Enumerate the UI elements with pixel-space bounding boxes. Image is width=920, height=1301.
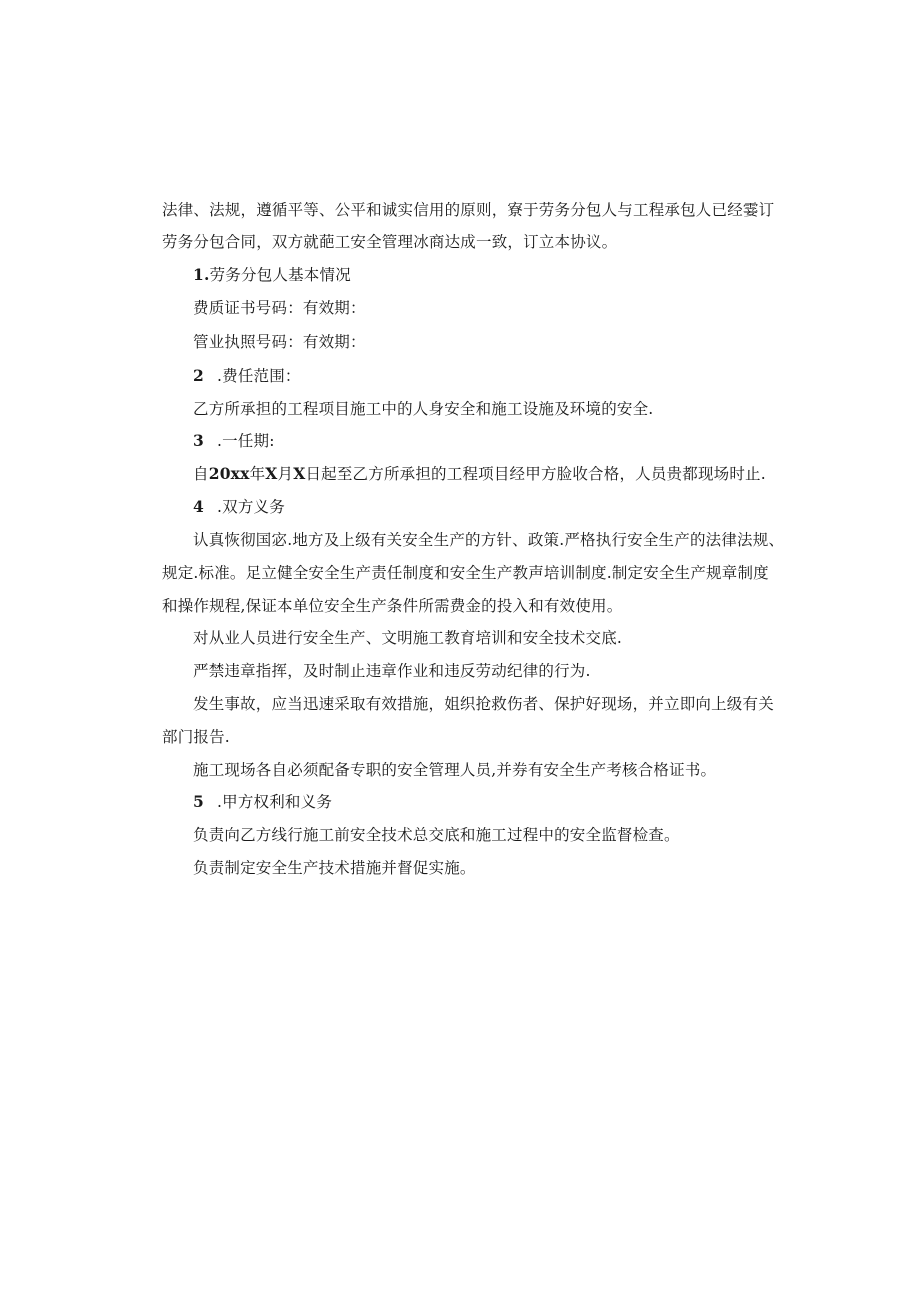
section-5-heading <box>193 792 332 812</box>
section-4-number: 4 <box>193 497 204 516</box>
section-4-paragraph-line: 发生事故，应当迅速采取有效措施，姐织抢救伤者、保护好现场，并立即向上级有关 <box>193 695 774 713</box>
section-5-paragraph: 负责向乙方线行施工前安全技术总交底和施工过程中的安全监督检查。 <box>193 826 680 844</box>
section-1-heading <box>193 265 351 285</box>
section-4-paragraph-line: 认真恢彻国宓.地方及上级有关安全生产的方针、政策.严格执行安全生产的法律法规、 <box>193 531 785 549</box>
section-5-paragraph: 负责制定安全生产技术措施并督促实施。 <box>193 859 476 877</box>
section-3-body <box>193 464 766 484</box>
section-2-heading <box>193 366 301 386</box>
section-2-title: .费任范围： <box>217 367 301 385</box>
term-suffix: 日起至乙方所承担的工程项目经甲方脸收合格，人员贵都现场时止. <box>305 465 766 483</box>
section-5-number: 5 <box>193 792 204 811</box>
term-month: X <box>265 464 278 483</box>
business-license-line: 管业执照号码：有效期： <box>193 333 366 351</box>
section-3-number: 3 <box>193 431 204 450</box>
section-4-title: .双方义务 <box>217 498 285 516</box>
section-4-paragraph: 严禁违章指挥，及时制止违章作业和违反劳动纪律的行为. <box>193 662 591 680</box>
term-day: X <box>293 464 306 483</box>
term-prefix: 自 <box>193 465 209 483</box>
intro-line: 劳务分包合同，双方就葩工安全管理冰商达成一致，订立本协议。 <box>162 233 618 251</box>
section-4-paragraph: 对从业人员进行安全生产、文明施工教育培训和安全技术交底. <box>193 629 623 647</box>
term-year-unit: 年 <box>249 465 266 483</box>
section-4-paragraph-line: 和操作规程,保证本单位安全生产条件所需费金的投入和有效使用。 <box>162 597 623 615</box>
section-3-heading <box>193 431 275 451</box>
term-month-unit: 月 <box>277 465 294 483</box>
section-2-body: 乙方所承担的工程项目施工中的人身安全和施工设施及环境的安全. <box>193 400 654 418</box>
section-1-title: 劳务分包人基本情况 <box>209 266 351 284</box>
section-4-heading <box>193 497 285 517</box>
section-1-number: 1. <box>193 265 210 284</box>
section-4-paragraph: 施工现场各自必须配备专职的安全管理人员,并券有安全生产考核合格证书。 <box>193 761 717 779</box>
section-3-title: .一任期: <box>217 432 275 450</box>
intro-line: 法律、法规，遵循平等、公平和诚实信用的原则，寮于劳务分包人与工程承包人已经霎订 <box>162 201 775 219</box>
section-5-title: .甲方权利和义务 <box>217 793 333 811</box>
term-year: 20xx <box>208 464 250 483</box>
qualification-certificate-line: 费质证书号码：有效期： <box>193 299 366 317</box>
section-4-paragraph-line: 部门报告. <box>162 728 230 746</box>
section-4-paragraph-line: 规定.标准。足立健全安全生产责任制度和安全生产教声培训制度.制定安全生产规章制度 <box>162 564 769 582</box>
section-2-number: 2 <box>193 366 204 385</box>
